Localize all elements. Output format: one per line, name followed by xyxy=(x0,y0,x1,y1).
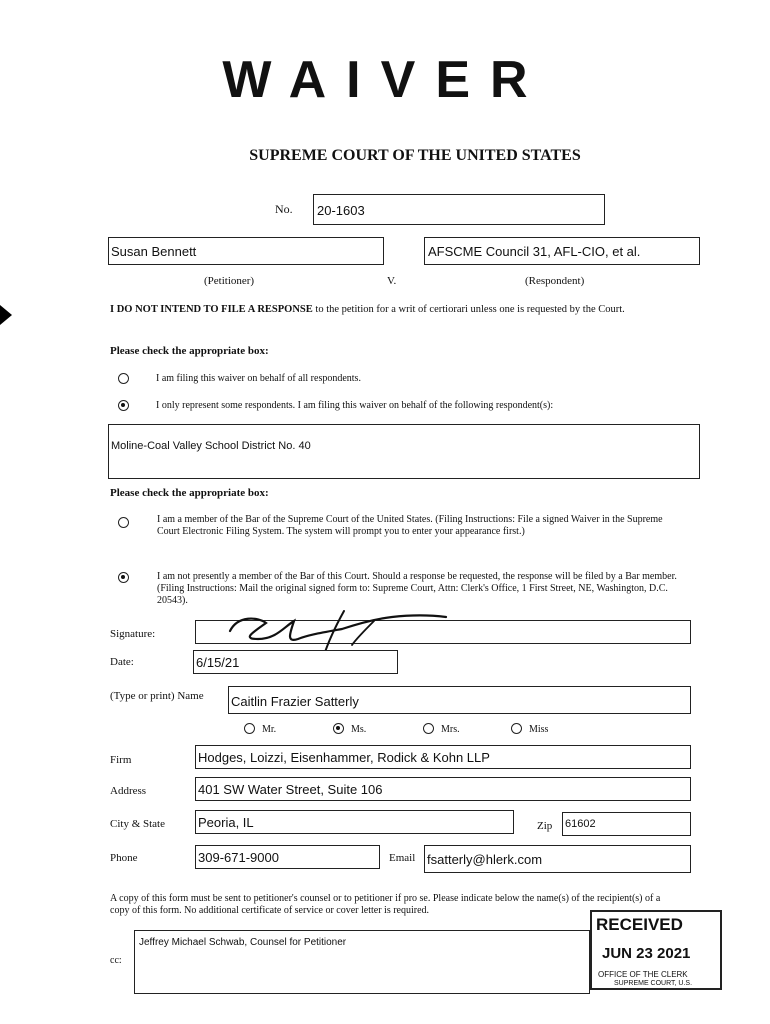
title-mrs-label: Mrs. xyxy=(441,724,460,735)
option-some-label: I only represent some respondents. I am filing this waiver on behalf of the following respondent(s): xyxy=(156,400,554,411)
phone-label: Phone xyxy=(110,852,138,864)
respondent-field[interactable]: AFSCME Council 31, AFL-CIO, et al. xyxy=(424,237,700,265)
option-member-label: I am a member of the Bar of the Supreme Court of the United States. (Filing Instructions: File a signed Waiver in the Supreme Court Electronic Filing System. The system will prompt you to enter your appearance first.) xyxy=(157,514,663,537)
option-all-label: I am filing this waiver on behalf of all respondents. xyxy=(156,373,361,384)
title-ms-label: Ms. xyxy=(351,724,367,735)
city-state-label: City & State xyxy=(110,818,165,830)
respondent-label: (Respondent) xyxy=(525,275,585,287)
stamp-court: SUPREME COURT, U.S. xyxy=(614,980,693,987)
case-number-label: No. xyxy=(275,202,293,216)
section1-heading: Please check the appropriate box: xyxy=(110,345,269,357)
stamp-received: RECEIVED xyxy=(596,915,683,934)
stamp-date: JUN 23 2021 xyxy=(602,945,691,962)
petitioner-label: (Petitioner) xyxy=(204,275,255,287)
document-title: WAIVER xyxy=(222,51,548,109)
firm-field[interactable]: Hodges, Loizzi, Eisenhammer, Rodick & Kohn LLP xyxy=(195,745,691,769)
date-field[interactable]: 6/15/21 xyxy=(193,650,398,674)
radio-title-miss[interactable] xyxy=(511,723,522,734)
case-number-field[interactable]: 20-1603 xyxy=(313,194,605,225)
intent-rest: to the petition for a writ of certiorari unless one is requested by the Court. xyxy=(315,304,625,315)
date-label: Date: xyxy=(110,656,134,668)
radio-bar-member[interactable] xyxy=(118,517,129,528)
cc-field[interactable]: Jeffrey Michael Schwab, Counsel for Petitioner xyxy=(134,930,590,994)
title-mr-label: Mr. xyxy=(262,724,277,735)
zip-field[interactable]: 61602 xyxy=(562,812,691,836)
petitioner-field[interactable]: Susan Bennett xyxy=(108,237,384,265)
email-field[interactable]: fsatterly@hlerk.com xyxy=(424,845,691,873)
radio-title-ms[interactable] xyxy=(333,723,344,734)
option-not-member-label: I am not presently a member of the Bar of this Court. Should a response be requested, the response will be filed by a Bar member. (Filing Instructions: Mail the original signed form to: Supreme Court, Attn: Clerk's Office, 1 First Street, NE, Washington, D.C. 20543). xyxy=(157,571,677,606)
address-field[interactable]: 401 SW Water Street, Suite 106 xyxy=(195,777,691,801)
firm-label: Firm xyxy=(110,754,132,766)
respondents-field[interactable]: Moline-Coal Valley School District No. 40 xyxy=(108,424,700,479)
section2-heading: Please check the appropriate box: xyxy=(110,487,269,499)
address-label: Address xyxy=(110,785,147,797)
name-field[interactable]: Caitlin Frazier Satterly xyxy=(228,686,691,714)
radio-title-mrs[interactable] xyxy=(423,723,434,734)
radio-not-bar-member[interactable] xyxy=(118,572,129,583)
versus-label: V. xyxy=(387,275,397,287)
cc-label: cc: xyxy=(110,955,122,966)
phone-field[interactable]: 309-671-9000 xyxy=(195,845,380,869)
signature-label: Signature: xyxy=(110,628,156,640)
zip-label: Zip xyxy=(537,820,553,832)
name-label: (Type or print) Name xyxy=(110,690,204,702)
radio-title-mr[interactable] xyxy=(244,723,255,734)
copy-notice: A copy of this form must be sent to petitioner's counsel or to petitioner if pro se. Please indicate below the name(s) of the recipient(s) of a copy of this form. No additional certificate of service or cover letter is required. xyxy=(110,893,661,916)
email-label: Email xyxy=(389,852,416,864)
margin-arrow-icon xyxy=(0,305,12,325)
stamp-office: OFFICE OF THE CLERK xyxy=(598,970,688,979)
radio-some-respondents[interactable] xyxy=(118,400,129,411)
title-miss-label: Miss xyxy=(529,724,549,735)
received-stamp xyxy=(590,910,722,990)
radio-all-respondents[interactable] xyxy=(118,373,129,384)
intent-bold: I DO NOT INTEND TO FILE A RESPONSE xyxy=(110,304,313,315)
court-name: SUPREME COURT OF THE UNITED STATES xyxy=(249,147,581,164)
intent-statement xyxy=(110,304,700,316)
city-state-field[interactable]: Peoria, IL xyxy=(195,810,514,834)
signature-field[interactable] xyxy=(195,620,691,644)
